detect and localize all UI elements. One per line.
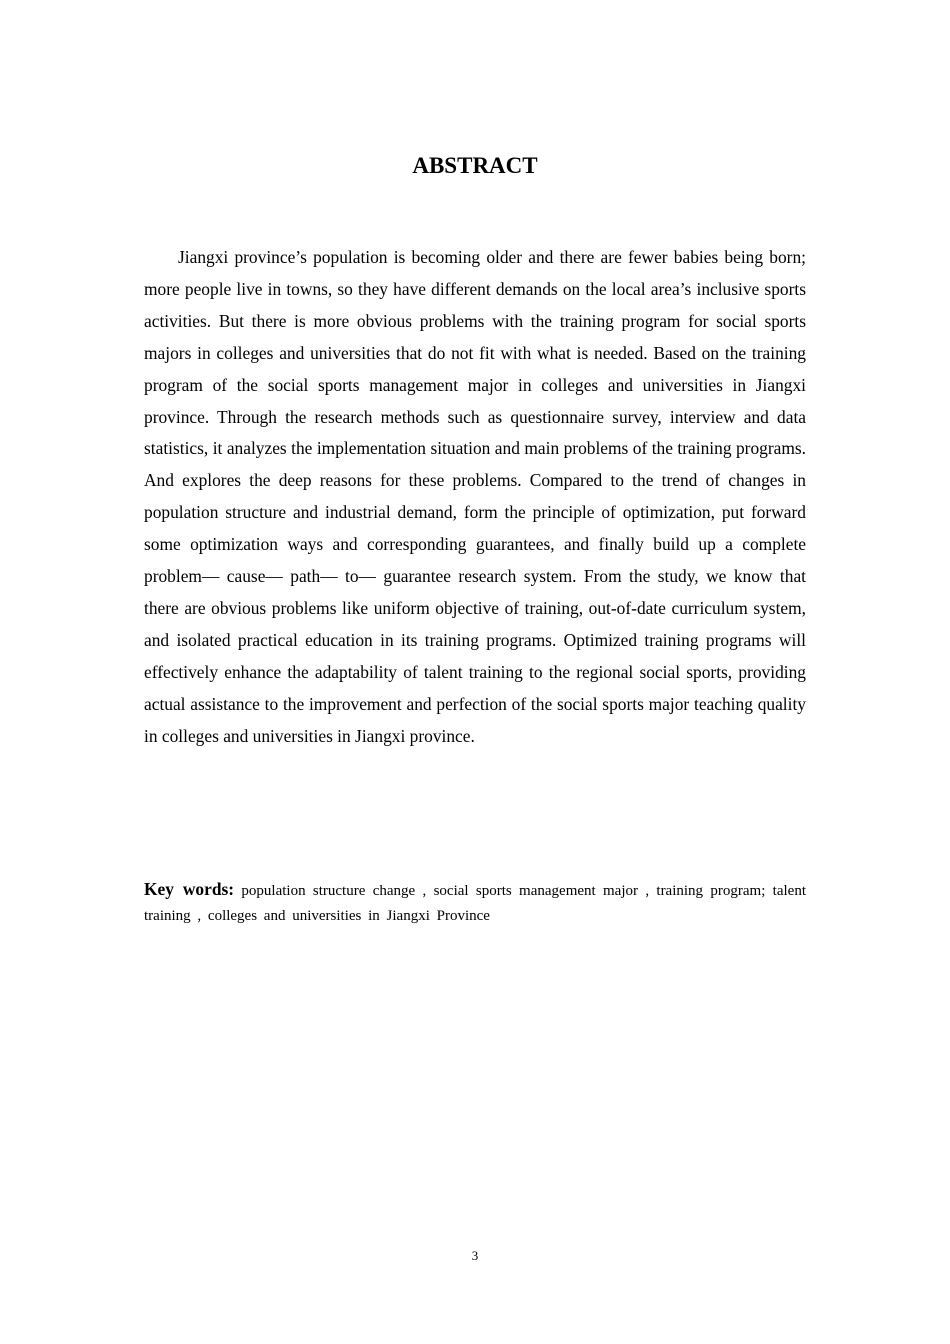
- keywords-paragraph: [144, 877, 806, 929]
- keywords-label: Key words:: [144, 879, 235, 899]
- abstract-paragraph: Jiangxi province’s population is becoming older and there are fewer babies being born; more people live in towns, so they have different demands on the local area’s inclusive sports activities. But there is more obvious problems with the training program for social sports majors in colleges and universities that do not fit with what is needed. Based on the training program of the social sports management major in colleges and universities in Jiangxi province. Through the research methods such as questionnaire survey, interview and data statistics, it analyzes the implementation situation and main problems of the training programs. And explores the deep reasons for these problems. Compared to the trend of changes in population structure and industrial demand, form the principle of optimization, put forward some optimization ways and corresponding guarantees, and finally build up a complete problem— cause— path— to— guarantee research system. From the study, we know that there are obvious problems like uniform objective of training, out-of-date curriculum system, and isolated practical education in its training programs. Optimized training programs will effectively enhance the adaptability of talent training to the regional social sports, providing actual assistance to the improvement and perfection of the social sports major teaching quality in colleges and universities in Jiangxi province.: [144, 247, 806, 746]
- page-number: 3: [471, 1248, 479, 1263]
- abstract-title: ABSTRACT: [412, 153, 538, 178]
- keywords-text: population structure change , social sports management major , training program; talent training , colleges and universities in Jiangxi Province: [144, 883, 807, 924]
